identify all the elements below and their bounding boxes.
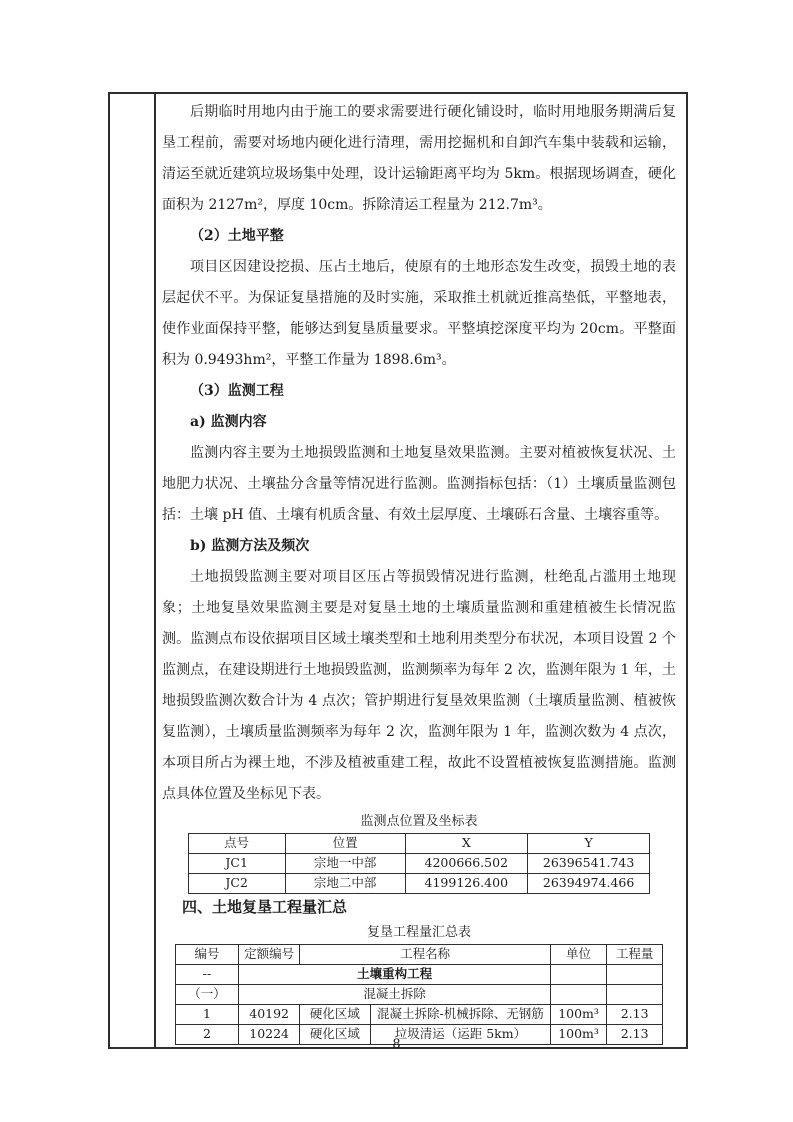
summary-table-caption: 复垦工程量汇总表	[366, 925, 471, 940]
empty-cell	[551, 985, 607, 1005]
heading-land-leveling: （2）土地平整	[190, 228, 284, 244]
frame-main-cell	[156, 94, 686, 1047]
paragraph-monitor-method: 土地损毁监测主要对项目区压占等损毁情况进行监测，杜绝乱占滥用土地现象；土地复垦效果监测主要是对复垦土地的土壤质量监测和重建植被生长情况监测。监测点布设依据项目区域土壤类型和土地利用类型分布状况，本项目设置 2 个监测点，在建设期进行土地损毁监测，监测频率为每年 2 次，监测年限为 1 年，土地损毁监测次数合计为 4 点次；管护期进行复垦效果监测（土壤质量监测、植被恢复监测），土壤质量监测频率为每年 2 次，监测年限为 1 年，监测次数为 4 点次，本项目所占为裸土地，不涉及植被重建工程，故此不设置植被恢复监测措施。监测点具体位置及坐标见下表。	[162, 569, 676, 802]
frame-left-cell	[110, 94, 156, 1047]
cell-location: 宗地二中部	[285, 874, 405, 894]
section4-heading: 四、土地复垦工程量汇总	[182, 898, 348, 916]
col-header-project-name: 工程名称	[300, 945, 551, 965]
col-header-x: X	[405, 834, 527, 854]
empty-cell	[551, 965, 607, 985]
cell-y: 26394974.466	[527, 874, 649, 894]
cell-x: 4199126.400	[405, 874, 527, 894]
paragraph-land-leveling: 项目区因建设挖损、压占土地后，使原有的土地形态发生改变，损毁土地的表层起伏不平。为保证复垦措施的及时实施，采取推土机就近推高垫低，平整地表，使作业面保持平整，能够达到复垦质量要求。平整填挖深度平均为 20cm。平整面积为 0.9493hm²，平整工作量为 1898.6m³。	[162, 259, 676, 368]
cell-y: 26396541.743	[527, 854, 649, 874]
empty-cell	[607, 985, 663, 1005]
table-row	[188, 874, 650, 894]
cell-quantity: 2.13	[607, 1025, 663, 1045]
paragraph-monitor-content: 监测内容主要为土地损毁监测和土地复垦效果监测。主要对植被恢复状况、土地肥力状况、土壤盐分含量等情况进行监测。监测指标包括：（1）土壤质量监测包括：土壤 pH 值、土壤有机质含量、有效土层厚度、土壤砾石含量、土壤容重等。	[162, 445, 676, 523]
heading-monitoring: （3）监测工程	[190, 383, 284, 399]
cell-x: 4200666.502	[405, 854, 527, 874]
col-header-y: Y	[527, 834, 649, 854]
cell-no: 2	[175, 1025, 238, 1045]
page-frame	[108, 92, 688, 1049]
monitor-table-caption: 监测点位置及坐标表	[360, 814, 478, 829]
cell-project-name: 混凝土拆除-机械拆除、无钢筋	[370, 1005, 550, 1025]
reclamation-quantity-table	[175, 944, 663, 1045]
col-header-quota-no: 定额编号	[239, 945, 300, 965]
cell-area: 硬化区域	[300, 1005, 371, 1025]
cell-unit: 100m³	[551, 1005, 607, 1025]
cell-point-no: JC2	[188, 874, 285, 894]
item-row	[175, 1005, 662, 1025]
cell-no: 1	[175, 1005, 238, 1025]
monitor-point-table	[188, 833, 651, 894]
cell-quota-no: 10224	[239, 1025, 300, 1045]
cell-no: --	[175, 965, 238, 985]
col-header-quantity: 工程量	[607, 945, 663, 965]
col-header-point-no: 点号	[188, 834, 285, 854]
empty-cell	[607, 965, 663, 985]
cell-location: 宗地一中部	[285, 854, 405, 874]
col-header-no: 编号	[175, 945, 238, 965]
cell-no: （一）	[175, 985, 238, 1005]
table-header-row	[175, 945, 662, 965]
cell-section-name: 混凝土拆除	[239, 985, 551, 1005]
page-number: 8	[392, 1037, 401, 1052]
cell-section-name: 土壤重构工程	[239, 965, 551, 985]
paragraph-demolition: 后期临时用地内由于施工的要求需要进行硬化铺设时，临时用地服务期满后复垦工程前，需要对场地内硬化进行清理，需用挖掘机和自卸汽车集中装载和运输，清运至就近建筑垃圾场集中处理，设计运输距离平均为 5km。根据现场调查，硬化面积为 2127m²，厚度 10cm。拆除清运工程量为 212.7m³。	[162, 104, 676, 213]
table-row	[188, 854, 650, 874]
cell-area: 硬化区域	[300, 1025, 371, 1045]
col-header-unit: 单位	[551, 945, 607, 965]
section-row	[175, 985, 662, 1005]
cell-unit: 100m³	[551, 1025, 607, 1045]
cell-project-name: 垃圾清运（运距 5km）	[370, 1025, 550, 1045]
section-row	[175, 965, 662, 985]
cell-quantity: 2.13	[607, 1005, 663, 1025]
heading-monitor-method: b) 监测方法及频次	[190, 538, 310, 554]
heading-monitor-content: a) 监测内容	[190, 414, 267, 430]
cell-point-no: JC1	[188, 854, 285, 874]
col-header-location: 位置	[285, 834, 405, 854]
cell-quota-no: 40192	[239, 1005, 300, 1025]
table-header-row	[188, 834, 650, 854]
